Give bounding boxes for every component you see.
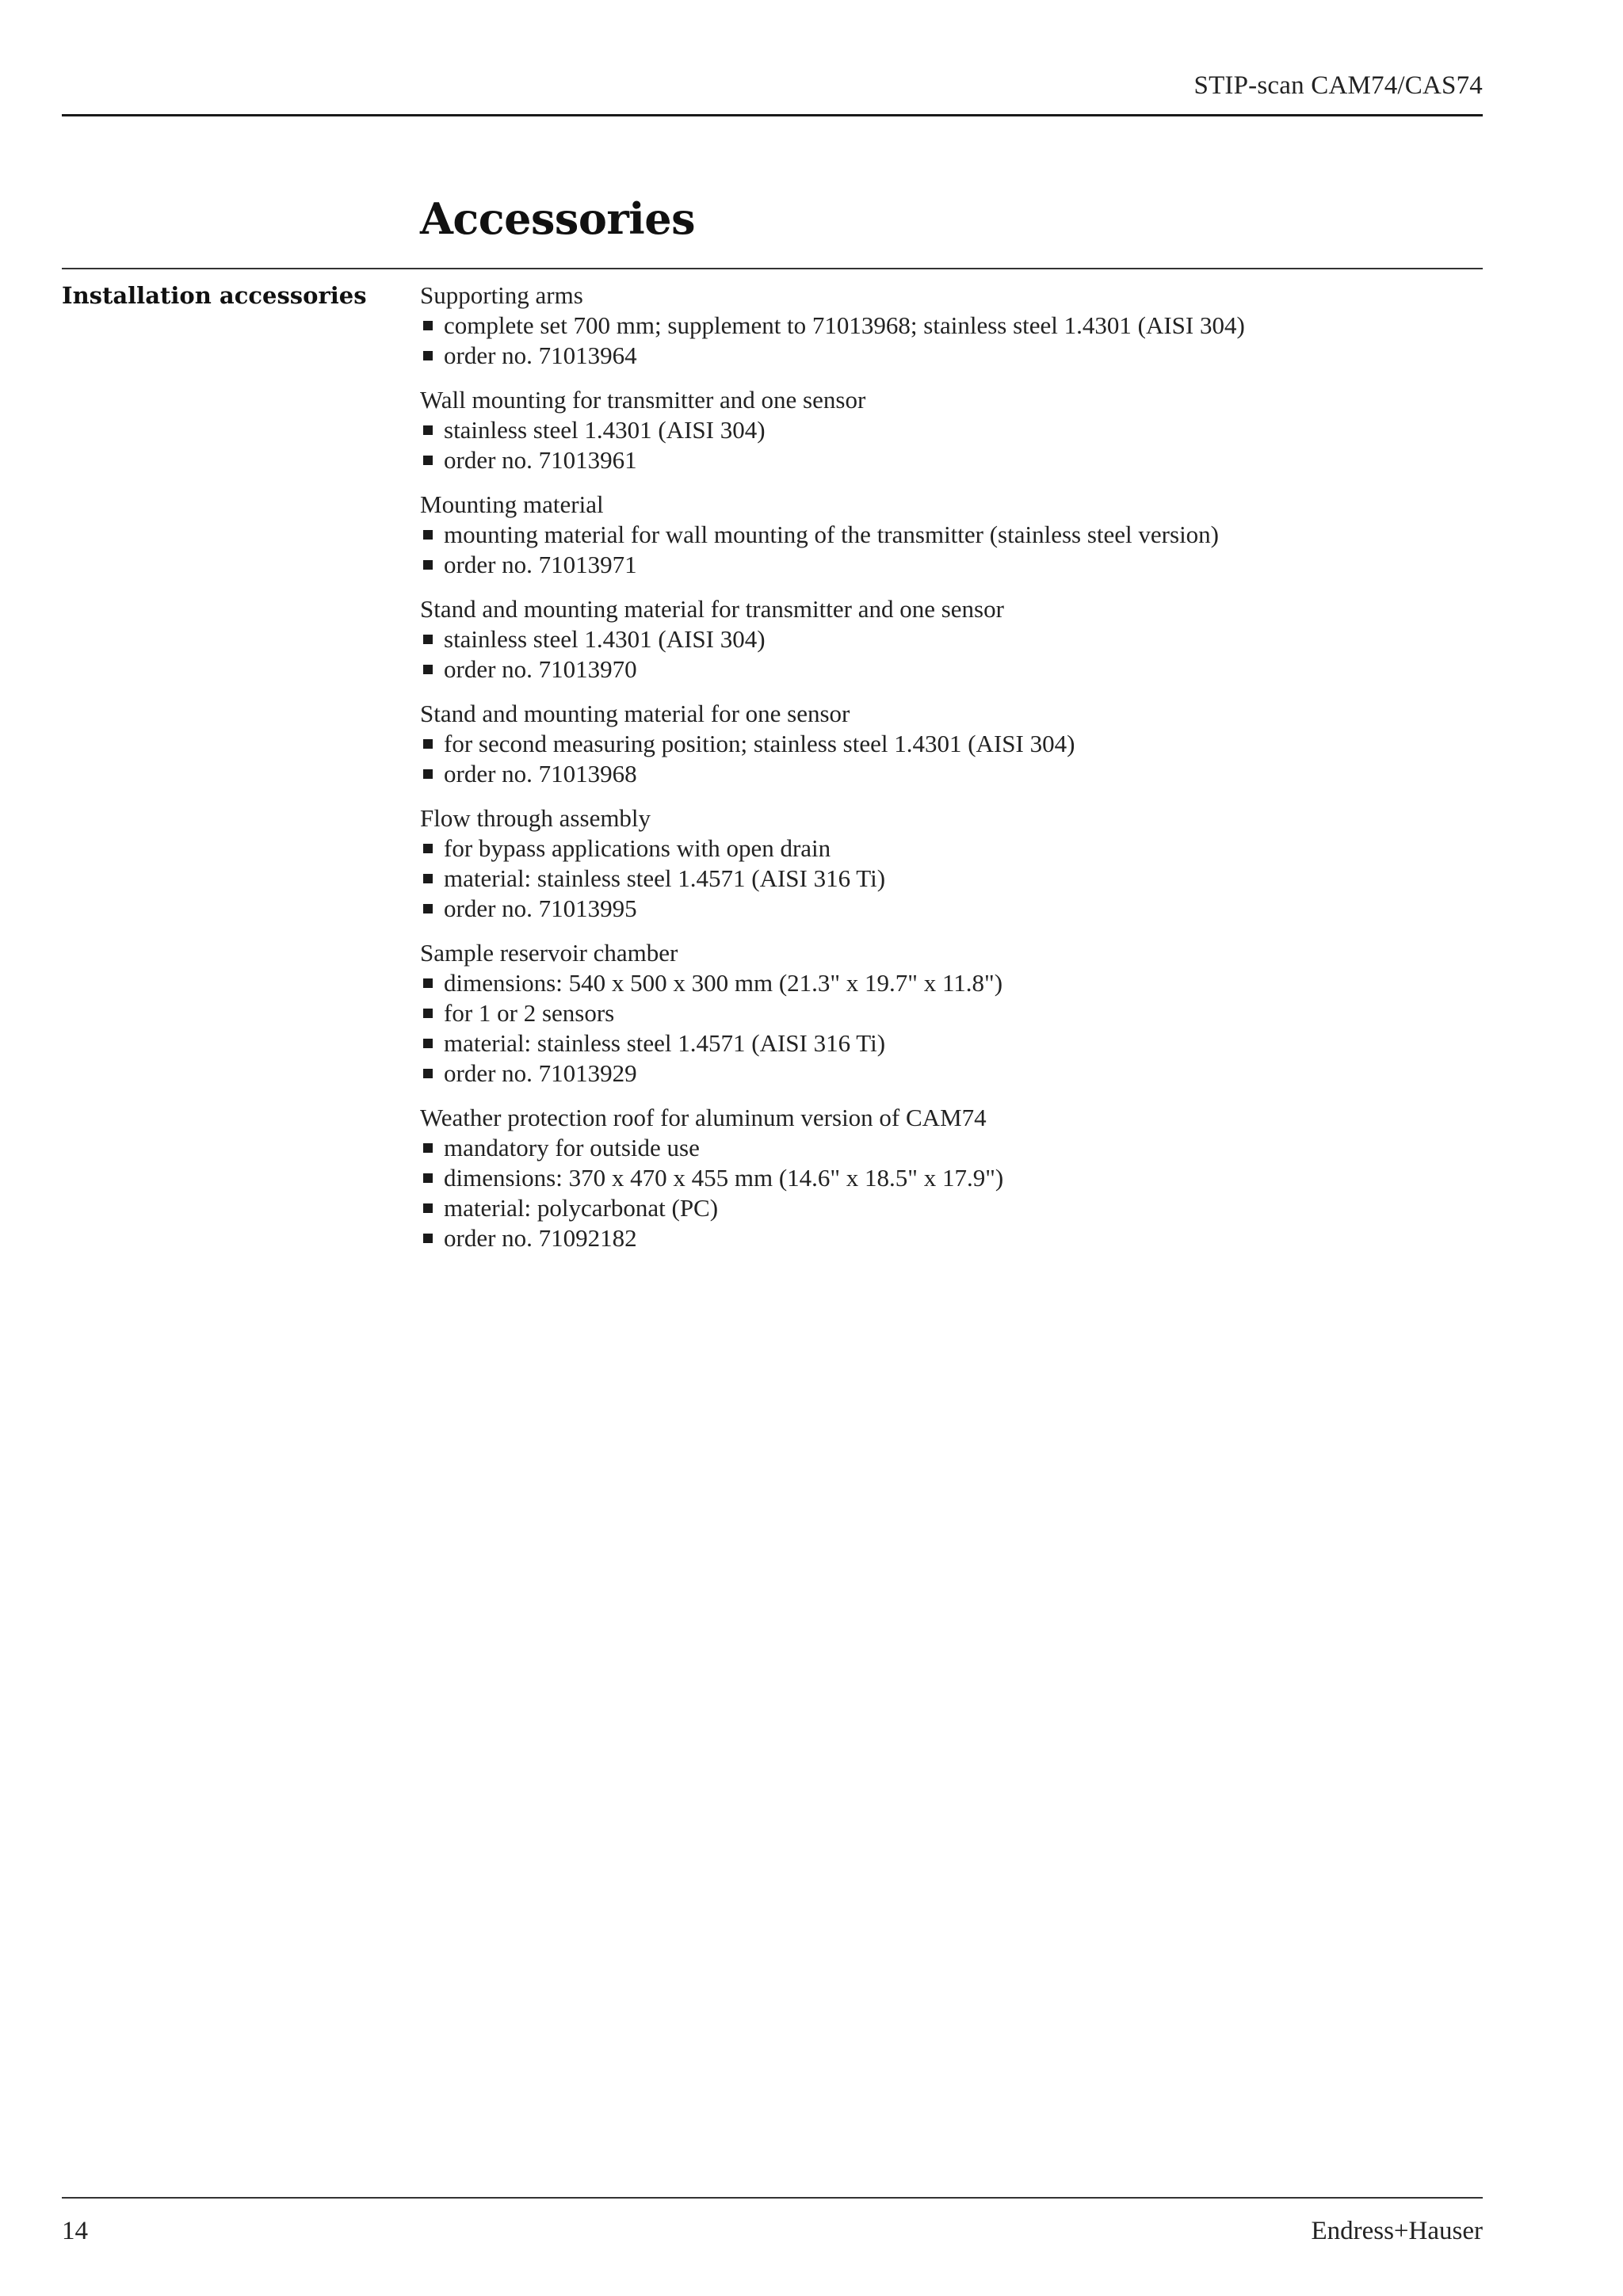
accessory-bullet-list <box>420 729 1482 789</box>
list-item-text: for second measuring position; stainless steel 1.4301 (AISI 304) <box>444 730 1075 757</box>
accessory-group-title: Sample reservoir chamber <box>420 939 678 967</box>
square-bullet-icon <box>423 978 433 988</box>
list-item <box>420 624 1482 654</box>
list-item <box>420 445 1482 475</box>
list-item <box>420 759 1482 789</box>
accessory-bullet-list <box>420 968 1482 1089</box>
list-item <box>420 1163 1482 1193</box>
list-item <box>420 415 1482 445</box>
list-item-text: for bypass applications with open drain <box>444 834 831 862</box>
square-bullet-icon <box>423 739 433 749</box>
accessory-group-title: Mounting material <box>420 490 604 518</box>
list-item <box>420 998 1482 1028</box>
square-bullet-icon <box>423 844 433 853</box>
list-item <box>420 729 1482 759</box>
list-item-text: material: stainless steel 1.4571 (AISI 316 Ti) <box>444 864 886 892</box>
square-bullet-icon <box>423 456 433 465</box>
square-bullet-icon <box>423 665 433 674</box>
list-item-text: material: stainless steel 1.4571 (AISI 316 Ti) <box>444 1029 886 1057</box>
square-bullet-icon <box>423 1039 433 1048</box>
square-bullet-icon <box>423 904 433 913</box>
list-item-text: material: polycarbonat (PC) <box>444 1194 719 1222</box>
header-divider <box>62 114 1483 116</box>
list-item-text: order no. 71013929 <box>444 1059 637 1087</box>
square-bullet-icon <box>423 874 433 883</box>
list-item <box>420 311 1482 341</box>
square-bullet-icon <box>423 1143 433 1153</box>
side-label-installation-accessories: Installation accessories <box>62 282 367 309</box>
list-item-text: stainless steel 1.4301 (AISI 304) <box>444 625 766 653</box>
accessory-group <box>420 1103 1482 1253</box>
list-item-text: stainless steel 1.4301 (AISI 304) <box>444 416 766 444</box>
list-item-text: order no. 71013968 <box>444 760 637 788</box>
accessory-bullet-list <box>420 415 1482 475</box>
list-item-text: for 1 or 2 sensors <box>444 999 615 1027</box>
accessory-group-title: Supporting arms <box>420 281 583 309</box>
list-item-text: order no. 71013961 <box>444 446 637 474</box>
section-heading: Accessories <box>420 193 696 244</box>
list-item-text: order no. 71013964 <box>444 341 637 369</box>
accessory-group-title: Stand and mounting material for transmitter and one sensor <box>420 595 1004 623</box>
accessory-bullet-list <box>420 1133 1482 1253</box>
list-item-text: dimensions: 370 x 470 x 455 mm (14.6" x 18.5" x 17.9") <box>444 1164 1004 1192</box>
list-item <box>420 833 1482 864</box>
accessory-group-title: Wall mounting for transmitter and one sensor <box>420 386 866 414</box>
list-item <box>420 1028 1482 1058</box>
list-item <box>420 520 1482 550</box>
accessory-bullet-list <box>420 520 1482 580</box>
list-item-text: order no. 71013970 <box>444 655 637 683</box>
list-item-text: order no. 71013971 <box>444 551 637 578</box>
accessory-group-title: Weather protection roof for aluminum version of CAM74 <box>420 1104 987 1131</box>
accessory-bullet-list <box>420 311 1482 371</box>
list-item-text: order no. 71092182 <box>444 1224 637 1252</box>
square-bullet-icon <box>423 321 433 330</box>
list-item-text: dimensions: 540 x 500 x 300 mm (21.3" x 19.7" x 11.8") <box>444 969 1003 997</box>
square-bullet-icon <box>423 769 433 779</box>
accessory-bullet-list <box>420 833 1482 924</box>
list-item-text: complete set 700 mm; supplement to 71013968; stainless steel 1.4301 (AISI 304) <box>444 311 1245 339</box>
footer-brand: Endress+Hauser <box>1311 2217 1483 2245</box>
document-title: STIP-scan CAM74/CAS74 <box>1193 71 1483 100</box>
accessory-group <box>420 594 1482 685</box>
list-item-text: mandatory for outside use <box>444 1134 700 1161</box>
accessory-group <box>420 699 1482 789</box>
square-bullet-icon <box>423 1069 433 1078</box>
list-item <box>420 1223 1482 1253</box>
square-bullet-icon <box>423 351 433 360</box>
list-item <box>420 1133 1482 1163</box>
accessory-list <box>420 280 1482 1268</box>
square-bullet-icon <box>423 1203 433 1213</box>
list-item <box>420 864 1482 894</box>
accessory-group <box>420 490 1482 580</box>
list-item <box>420 1058 1482 1089</box>
accessory-bullet-list <box>420 624 1482 685</box>
square-bullet-icon <box>423 1173 433 1183</box>
list-item <box>420 968 1482 998</box>
list-item-text: order no. 71013995 <box>444 894 637 922</box>
list-item <box>420 341 1482 371</box>
accessory-group-title: Stand and mounting material for one sensor <box>420 700 850 727</box>
square-bullet-icon <box>423 1009 433 1018</box>
square-bullet-icon <box>423 425 433 435</box>
square-bullet-icon <box>423 635 433 644</box>
footer-divider <box>62 2197 1483 2199</box>
list-item <box>420 894 1482 924</box>
page-number: 14 <box>62 2217 88 2245</box>
list-item <box>420 1193 1482 1223</box>
section-divider <box>62 268 1483 269</box>
square-bullet-icon <box>423 1234 433 1243</box>
accessory-group <box>420 385 1482 475</box>
accessory-group <box>420 803 1482 924</box>
square-bullet-icon <box>423 530 433 540</box>
accessory-group-title: Flow through assembly <box>420 804 651 832</box>
accessory-group <box>420 280 1482 371</box>
square-bullet-icon <box>423 560 433 570</box>
list-item-text: mounting material for wall mounting of the transmitter (stainless steel version) <box>444 521 1219 548</box>
list-item <box>420 654 1482 685</box>
list-item <box>420 550 1482 580</box>
accessory-group <box>420 938 1482 1089</box>
